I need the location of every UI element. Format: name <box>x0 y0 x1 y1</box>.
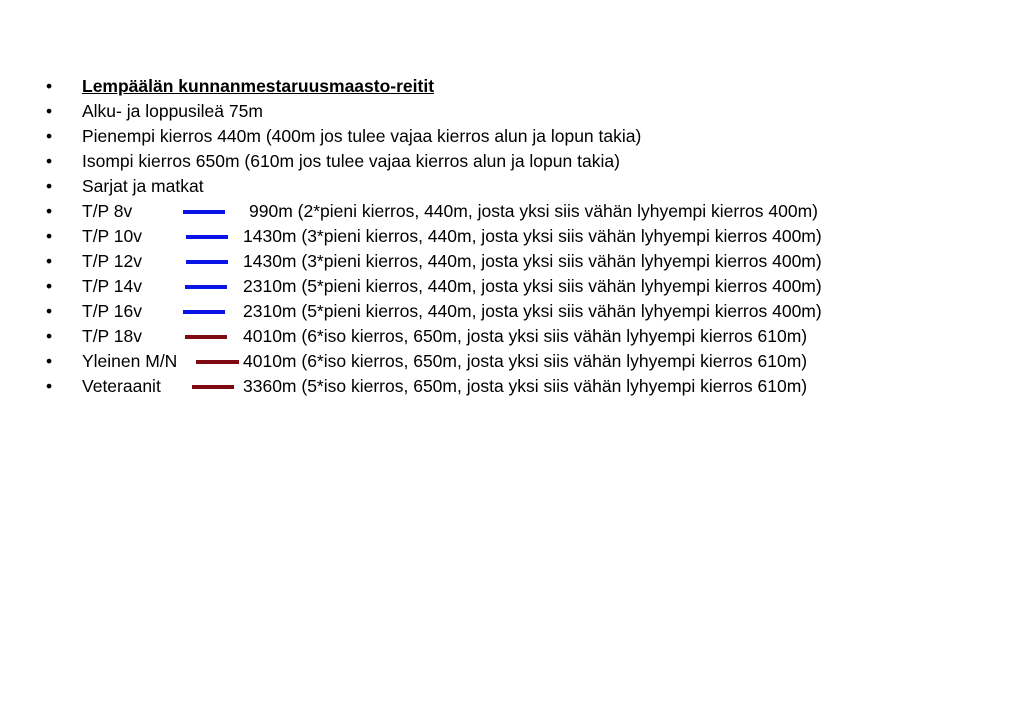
list-item-text: Alku- ja loppusileä 75m <box>82 101 263 121</box>
list-item-title <box>0 74 1023 99</box>
bullet: • <box>46 151 53 171</box>
short-course-line <box>186 235 228 239</box>
short-course-line <box>185 285 227 289</box>
bullet: • <box>46 276 53 296</box>
series-label: T/P 18v <box>82 326 142 346</box>
bullet: • <box>46 201 53 221</box>
series-distance: 1430m (3*pieni kierros, 440m, josta yksi siis vähän lyhyempi kierros 400m) <box>243 226 822 246</box>
bullet: • <box>46 351 53 371</box>
bullet: • <box>46 326 53 346</box>
series-row <box>0 324 1023 349</box>
list-item <box>0 149 1023 174</box>
long-course-line <box>196 360 239 364</box>
series-row <box>0 349 1023 374</box>
short-course-line <box>183 210 225 214</box>
bullet: • <box>46 101 53 121</box>
bullet: • <box>46 126 53 146</box>
series-label: T/P 8v <box>82 201 133 221</box>
series-label: Veteraanit <box>82 376 161 396</box>
list-item <box>0 124 1023 149</box>
bullet: • <box>46 251 53 271</box>
series-distance: 2310m (5*pieni kierros, 440m, josta yksi siis vähän lyhyempi kierros 400m) <box>243 301 822 321</box>
series-row <box>0 374 1023 399</box>
list-item-text: Pienempi kierros 440m (400m jos tulee vajaa kierros alun ja lopun takia) <box>82 126 642 146</box>
long-course-line <box>185 335 227 339</box>
long-course-line <box>192 385 234 389</box>
series-distance: 4010m (6*iso kierros, 650m, josta yksi siis vähän lyhyempi kierros 610m) <box>243 351 808 371</box>
list-item-text: Sarjat ja matkat <box>82 176 204 196</box>
document-title: Lempäälän kunnanmestaruusmaasto-reitit <box>82 76 435 96</box>
series-row <box>0 274 1023 299</box>
series-row <box>0 249 1023 274</box>
bullet: • <box>46 176 53 196</box>
list-item <box>0 174 1023 199</box>
series-distance: 2310m (5*pieni kierros, 440m, josta yksi siis vähän lyhyempi kierros 400m) <box>243 276 822 296</box>
series-distance: 3360m (5*iso kierros, 650m, josta yksi siis vähän lyhyempi kierros 610m) <box>243 376 808 396</box>
series-row <box>0 299 1023 324</box>
series-label: T/P 12v <box>82 251 142 271</box>
list-item <box>0 99 1023 124</box>
list-item-text: Isompi kierros 650m (610m jos tulee vajaa kierros alun ja lopun takia) <box>82 151 620 171</box>
series-label: T/P 14v <box>82 276 142 296</box>
short-course-line <box>186 260 228 264</box>
series-distance: 1430m (3*pieni kierros, 440m, josta yksi siis vähän lyhyempi kierros 400m) <box>243 251 822 271</box>
series-row <box>0 224 1023 249</box>
series-label: T/P 16v <box>82 301 142 321</box>
short-course-line <box>183 310 225 314</box>
route-list <box>0 74 1023 399</box>
bullet: • <box>46 76 53 96</box>
series-distance: 990m (2*pieni kierros, 440m, josta yksi siis vähän lyhyempi kierros 400m) <box>249 201 818 221</box>
series-distance: 4010m (6*iso kierros, 650m, josta yksi siis vähän lyhyempi kierros 610m) <box>243 326 808 346</box>
series-label: T/P 10v <box>82 226 142 246</box>
bullet: • <box>46 301 53 321</box>
bullet: • <box>46 376 53 396</box>
series-label: Yleinen M/N <box>82 351 178 371</box>
series-row <box>0 199 1023 224</box>
bullet: • <box>46 226 53 246</box>
